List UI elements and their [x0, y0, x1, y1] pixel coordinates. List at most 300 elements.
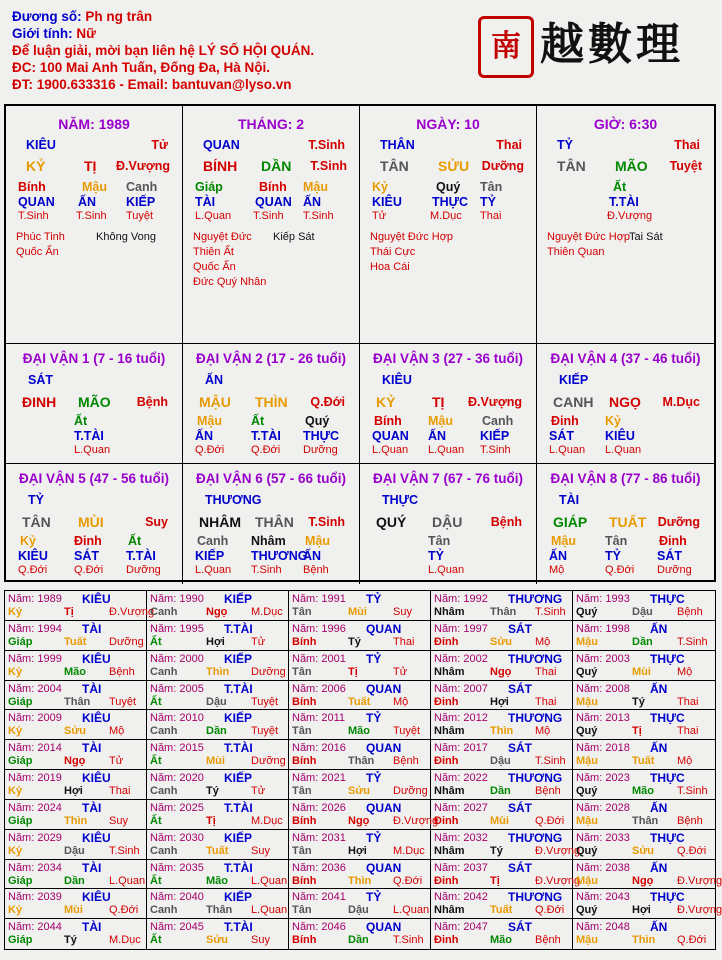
auxiliary-star: Quốc Ấn: [16, 246, 59, 258]
brand-title: 越數理: [540, 19, 684, 70]
year-stem: Ất: [150, 755, 162, 768]
year-relation: M.Dục: [251, 606, 283, 618]
annual-luck-cell: [431, 651, 573, 681]
hidden-relation: L.Quan: [195, 564, 232, 576]
hidden-stem: Quý: [305, 414, 330, 428]
year-god: THỰC: [650, 771, 685, 785]
auxiliary-star: Nguyệt Đức Hợp: [547, 231, 631, 243]
major-luck-title: ĐẠI VẬN 5 (47 - 56 tuổi): [18, 471, 170, 486]
hidden-relation: L.Quan: [372, 444, 409, 456]
year-label: Năm: 2018: [576, 742, 630, 755]
major-luck-branch: THÌN: [255, 394, 288, 410]
year-branch: Mão: [64, 665, 86, 678]
year-branch: Ngọ: [490, 665, 512, 678]
year-stem: Ất: [150, 874, 162, 887]
year-god: KIẾP: [224, 651, 253, 666]
major-luck-branch: MÙI: [78, 514, 104, 530]
year-label: Năm: 2004: [8, 682, 62, 695]
annual-luck-cell: [5, 681, 147, 711]
year-relation: Đ.Vượng: [677, 874, 722, 887]
year-relation: Q.Đới: [535, 904, 565, 917]
hidden-relation: Q.Đới: [74, 564, 104, 576]
pillar-cell: [6, 106, 183, 344]
year-stem: Canh: [150, 844, 178, 857]
year-relation: T.Sinh: [677, 635, 708, 648]
year-label: Năm: 2014: [8, 742, 62, 755]
year-relation: Mộ: [535, 635, 551, 648]
annual-luck-cell: [431, 681, 573, 711]
auxiliary-star: Kiếp Sát: [273, 231, 315, 243]
year-stem: Bính: [292, 635, 317, 648]
major-luck-cell: [183, 344, 360, 464]
annual-luck-cell: [431, 830, 581, 860]
pillar-top-god: THÂN: [380, 138, 415, 152]
year-stem: Kỷ: [8, 904, 23, 917]
year-relation: Thai: [677, 695, 699, 708]
hidden-god: KIÊU: [605, 429, 635, 443]
year-relation: Suy: [251, 934, 270, 947]
year-label: Năm: 2000: [150, 652, 204, 665]
year-relation: Thai: [677, 725, 699, 738]
year-branch: Mùi: [490, 814, 509, 827]
year-branch: Thìn: [206, 665, 230, 678]
year-relation: T.Sinh: [109, 844, 140, 857]
major-luck-cell: [360, 344, 537, 464]
hidden-relation: Q.Đới: [605, 564, 635, 576]
year-relation: L.Quan: [251, 904, 288, 917]
hidden-stem: Kỷ: [605, 414, 621, 428]
hidden-stem: Canh: [197, 534, 229, 548]
annual-luck-cell: [289, 710, 431, 740]
year-branch: Thìn: [348, 874, 372, 887]
year-relation: Dưỡng: [251, 665, 286, 678]
year-god: QUAN: [366, 741, 402, 756]
major-luck-relation: Đ.Vượng: [467, 395, 522, 409]
hidden-stem: Quý: [436, 180, 461, 194]
year-label: Năm: 2012: [434, 712, 488, 725]
year-stem: Ất: [150, 635, 162, 648]
year-relation: Q.Đới: [677, 934, 707, 947]
year-god: TỶ: [366, 890, 382, 905]
year-label: Năm: 2008: [576, 682, 630, 695]
annual-luck-cell: [573, 591, 715, 621]
year-branch: Ngọ: [206, 606, 228, 618]
year-branch: Tý: [632, 695, 645, 708]
year-god: TỶ: [366, 592, 382, 606]
year-stem: Quý: [576, 725, 598, 738]
address-line: ĐC: 100 Mai Anh Tuấn, Đống Đa, Hà Nội.: [12, 60, 271, 75]
owner-name: Ph ng trân: [85, 9, 153, 24]
annual-luck-cell: [147, 830, 289, 860]
year-relation: L.Quan: [393, 904, 430, 917]
hidden-stem: Ất: [613, 180, 627, 194]
year-label: Năm: 2044: [8, 921, 62, 934]
year-stem: Bính: [292, 934, 317, 947]
year-branch: Mùi: [206, 755, 225, 768]
year-stem: Kỷ: [8, 665, 23, 678]
major-luck-stem: CANH: [553, 394, 594, 410]
major-luck-stem: MẬU: [199, 394, 231, 410]
year-god: THƯƠNG: [508, 711, 563, 726]
hidden-stem: Ất: [74, 414, 88, 428]
year-god: TÀI: [82, 860, 102, 875]
annual-luck-cell: [431, 591, 573, 621]
pillar-top-god: QUAN: [203, 138, 240, 152]
major-luck-stem: NHÂM: [199, 514, 241, 530]
year-branch: Mão: [206, 874, 228, 887]
major-luck-branch: MÃO: [78, 394, 111, 410]
pillar-top-relation: Thai: [496, 138, 522, 152]
seal-stamp: 南: [478, 16, 534, 78]
year-god: THỰC: [650, 651, 685, 666]
year-label: Năm: 1997: [434, 622, 488, 635]
year-label: Năm: 2016: [292, 742, 346, 755]
year-god: KIÊU: [82, 711, 111, 726]
hidden-relation: L.Quan: [605, 444, 642, 456]
pillar-title: NĂM: 1989: [58, 116, 130, 132]
hidden-stem: Mậu: [197, 414, 222, 428]
hidden-god: KIÊU: [372, 195, 402, 209]
year-stem: Nhâm: [434, 785, 465, 797]
annual-luck-cell: [5, 830, 147, 860]
year-god: SÁT: [508, 741, 532, 756]
year-god: ẤN: [650, 741, 668, 756]
pillar-title: THÁNG: 2: [237, 116, 305, 132]
hidden-relation: Mộ: [549, 564, 565, 576]
hidden-god: QUAN: [372, 429, 409, 443]
hidden-stem: Ất: [251, 414, 265, 428]
hidden-stem: Bính: [259, 180, 287, 194]
annual-luck-cell: [573, 740, 715, 770]
year-stem: Tân: [292, 904, 312, 917]
year-relation: Mộ: [393, 695, 409, 708]
pillar-top-relation: Thai: [674, 138, 700, 152]
year-stem: Canh: [150, 904, 178, 917]
major-luck-branch: TỊ: [432, 394, 445, 410]
year-god: KIÊU: [82, 651, 111, 666]
year-label: Năm: 2023: [576, 772, 630, 784]
year-stem: Đinh: [434, 814, 459, 827]
year-label: Năm: 2029: [8, 831, 62, 844]
year-god: TỶ: [366, 830, 382, 845]
year-label: Năm: 2045: [150, 921, 204, 934]
year-branch: Sửu: [64, 725, 87, 738]
year-stem: Kỷ: [8, 606, 23, 618]
hidden-god: KIẾP: [126, 195, 156, 209]
year-relation: Tuyệt: [109, 695, 137, 708]
year-relation: Tử: [109, 755, 124, 768]
hidden-relation: L.Quan: [74, 444, 111, 456]
pillar-branch-relation: T.Sinh: [310, 159, 347, 173]
annual-luck-cell: [147, 860, 289, 890]
year-god: QUAN: [366, 681, 402, 696]
year-branch: Mão: [348, 725, 370, 738]
hidden-relation: Đ.Vượng: [607, 210, 653, 222]
major-luck-god: KIÊU: [382, 373, 412, 387]
hidden-god: TỶ: [428, 549, 444, 563]
year-label: Năm: 2039: [8, 891, 62, 904]
annual-luck-cell: [573, 710, 715, 740]
year-stem: Canh: [150, 665, 178, 678]
hidden-stem: Kỷ: [372, 180, 388, 194]
annual-luck-cell: [289, 651, 431, 681]
annual-luck-cell: [147, 770, 289, 800]
year-branch: Dậu: [206, 695, 227, 708]
year-relation: T.Sinh: [535, 755, 566, 768]
hidden-god: KIÊU: [18, 549, 48, 563]
major-luck-cell: [360, 464, 537, 584]
year-stem: Giáp: [8, 695, 33, 708]
year-label: Năm: 2019: [8, 772, 62, 784]
annual-luck-cell: [289, 889, 431, 919]
pillar-stem: TÂN: [557, 158, 586, 174]
hidden-relation: T.Sinh: [303, 210, 334, 222]
hidden-stem: Bính: [18, 180, 46, 194]
annual-luck-cell: [5, 621, 147, 651]
hidden-god: THỰC: [432, 195, 469, 209]
annual-luck-cell: [431, 621, 573, 651]
year-branch: Dậu: [490, 755, 511, 768]
hidden-relation: Bệnh: [303, 564, 329, 576]
year-god: TÀI: [82, 920, 102, 935]
year-label: Năm: 1990: [150, 593, 204, 605]
year-label: Năm: 1995: [150, 622, 204, 635]
year-label: Năm: 2034: [8, 861, 62, 874]
year-label: Năm: 2025: [150, 801, 204, 814]
pillar-branch: DẦN: [261, 158, 292, 174]
annual-luck-cell: [573, 800, 715, 830]
year-branch: Tý: [64, 934, 77, 947]
year-stem: Giáp: [8, 755, 33, 768]
year-stem: Nhâm: [434, 665, 465, 678]
year-relation: Q.Đới: [393, 874, 423, 887]
year-god: SÁT: [508, 860, 532, 875]
year-branch: Tị: [206, 814, 216, 827]
year-god: KIẾP: [224, 771, 253, 785]
year-stem: Quý: [576, 904, 598, 917]
year-relation: L.Quan: [109, 874, 146, 887]
annual-luck-cell: [289, 591, 431, 621]
major-luck-stem: GIÁP: [553, 514, 588, 530]
gender-label: Giới tính:: [12, 26, 77, 41]
hidden-god: T.TÀI: [609, 195, 639, 209]
year-stem: Kỷ: [8, 725, 23, 738]
pillar-cell: [360, 106, 537, 344]
hidden-stem: Đinh: [74, 534, 102, 548]
chart-header: [12, 8, 314, 93]
annual-luck-cell: [573, 919, 715, 949]
year-branch: Thìn: [490, 725, 514, 738]
year-god: SÁT: [508, 920, 532, 935]
major-luck-god: THỰC: [382, 493, 419, 507]
year-god: THỰC: [650, 592, 685, 606]
hidden-relation: L.Quan: [195, 210, 232, 222]
year-god: ẤN: [650, 920, 668, 935]
hidden-god: SÁT: [74, 549, 99, 563]
year-god: THỰC: [650, 711, 685, 726]
year-label: Năm: 2006: [292, 682, 346, 695]
year-label: Năm: 1992: [434, 593, 488, 605]
auxiliary-star: Thiên Ất: [193, 246, 234, 258]
year-stem: Bính: [292, 814, 317, 827]
year-relation: Bệnh: [677, 606, 703, 618]
year-branch: Dậu: [632, 606, 653, 618]
year-god: TÀI: [82, 621, 102, 636]
year-stem: Tân: [292, 606, 312, 618]
year-label: Năm: 2032: [434, 831, 488, 844]
year-branch: Hợi: [348, 844, 367, 857]
year-stem: Giáp: [8, 874, 33, 887]
hidden-stem: Mậu: [428, 414, 453, 428]
year-stem: Ất: [150, 814, 162, 827]
year-stem: Nhâm: [434, 904, 465, 917]
major-luck-relation: Suy: [145, 515, 168, 529]
year-branch: Tuất: [490, 904, 513, 917]
year-label: Năm: 1989: [8, 593, 62, 605]
hidden-stem: Canh: [482, 414, 514, 428]
pillar-stem: BÍNH: [203, 158, 238, 174]
annual-luck-cell: [431, 710, 573, 740]
hidden-relation: L.Quan: [428, 444, 465, 456]
auxiliary-star: Đức Quý Nhân: [193, 276, 267, 288]
annual-luck-cell: [289, 919, 431, 949]
major-luck-cell: [537, 464, 714, 584]
year-god: TÀI: [82, 741, 102, 756]
year-relation: M.Dục: [251, 814, 283, 827]
year-relation: Suy: [109, 814, 128, 827]
hidden-god: ẤN: [428, 429, 447, 443]
annual-luck-cell: [147, 919, 289, 949]
year-label: Năm: 2001: [292, 652, 346, 665]
year-stem: Đinh: [434, 635, 459, 648]
year-god: T.TÀI: [224, 681, 253, 696]
year-relation: Dưỡng: [393, 785, 428, 797]
year-label: Năm: 2020: [150, 772, 204, 784]
year-stem: Quý: [576, 844, 598, 857]
year-branch: Dậu: [64, 844, 85, 857]
year-branch: Dần: [64, 874, 85, 887]
year-label: Năm: 2002: [434, 652, 488, 665]
annual-luck-cell: [289, 621, 431, 651]
major-luck-branch: DẬU: [432, 514, 463, 530]
hidden-god: TÀI: [195, 195, 216, 209]
year-label: Năm: 1991: [292, 593, 346, 605]
year-god: T.TÀI: [224, 800, 253, 815]
year-branch: Thân: [490, 606, 517, 618]
year-label: Năm: 2040: [150, 891, 204, 904]
auxiliary-star: Tai Sát: [629, 231, 663, 243]
year-label: Năm: 2038: [576, 861, 630, 874]
hidden-god: QUAN: [18, 195, 55, 209]
year-relation: Dưỡng: [109, 635, 144, 648]
major-luck-relation: Bệnh: [136, 395, 168, 409]
pillar-stem: KỶ: [26, 158, 46, 174]
year-relation: M.Dục: [109, 934, 141, 947]
annual-luck-cell: [289, 860, 431, 890]
year-label: Năm: 2024: [8, 801, 62, 814]
year-label: Năm: 2031: [292, 831, 346, 844]
year-branch: Dần: [206, 725, 227, 738]
pillars-grid: [4, 104, 716, 582]
hidden-god: T.TÀI: [126, 549, 156, 563]
year-branch: Mão: [490, 934, 512, 947]
year-label: Năm: 2030: [150, 831, 204, 844]
year-god: SÁT: [508, 621, 532, 636]
year-stem: Quý: [576, 785, 598, 797]
year-stem: Mậu: [576, 874, 598, 887]
annual-luck-cell: [5, 919, 147, 949]
year-stem: Ất: [150, 695, 162, 708]
year-relation: Thai: [393, 635, 415, 648]
year-branch: Mùi: [64, 904, 83, 917]
annual-luck-cell: [5, 651, 147, 681]
pillar-branch: SỬU: [438, 158, 470, 174]
year-god: THƯƠNG: [508, 651, 563, 666]
year-relation: Bệnh: [393, 755, 419, 768]
major-luck-relation: M.Dục: [662, 395, 700, 409]
year-god: TỶ: [366, 771, 382, 785]
year-branch: Ngọ: [632, 874, 654, 887]
year-relation: Đ.Vượng: [535, 874, 581, 887]
hidden-god: ẤN: [303, 195, 322, 209]
year-god: SÁT: [508, 681, 532, 696]
year-god: QUAN: [366, 621, 402, 636]
hidden-god: ẤN: [195, 429, 214, 443]
year-stem: Canh: [150, 606, 178, 618]
major-luck-god: KIẾP: [559, 373, 589, 387]
major-luck-stem: ĐINH: [22, 394, 57, 410]
year-stem: Bính: [292, 755, 317, 768]
year-relation: Bệnh: [677, 814, 703, 827]
annual-luck-cell: [5, 800, 147, 830]
major-luck-branch: NGỌ: [609, 394, 641, 410]
year-branch: Hợi: [206, 635, 225, 648]
year-god: KIẾP: [224, 890, 253, 905]
year-branch: Thân: [348, 755, 375, 768]
year-god: THƯƠNG: [508, 890, 563, 905]
annual-luck-cell: [147, 681, 289, 711]
major-luck-cell: [537, 344, 714, 464]
year-relation: Dưỡng: [251, 755, 286, 768]
hidden-relation: Tử: [372, 210, 387, 222]
pillar-stem: TÂN: [380, 158, 409, 174]
year-branch: Tý: [348, 635, 361, 648]
year-god: THƯƠNG: [508, 830, 563, 845]
year-relation: Đ.Vượng: [393, 814, 439, 827]
year-branch: Tị: [632, 725, 642, 738]
year-god: QUAN: [366, 860, 402, 875]
hidden-stem: Giáp: [195, 180, 223, 194]
hidden-god: ẤN: [549, 549, 568, 563]
major-luck-god: ẤN: [205, 373, 224, 387]
major-luck-god: TỶ: [28, 493, 44, 507]
annual-luck-cell: [573, 621, 715, 651]
year-relation: Mộ: [677, 755, 693, 768]
hidden-god: ẤN: [303, 549, 322, 563]
auxiliary-star: Nguyệt Đức: [193, 231, 252, 243]
auxiliary-star: Thái Cực: [370, 246, 416, 258]
year-god: T.TÀI: [224, 920, 253, 935]
annual-luck-cell: [147, 651, 289, 681]
hidden-god: SÁT: [549, 429, 574, 443]
year-stem: Đinh: [434, 934, 459, 947]
year-stem: Ất: [150, 934, 162, 947]
major-luck-title: ĐẠI VẬN 1 (7 - 16 tuổi): [22, 351, 166, 366]
year-god: KIÊU: [82, 830, 111, 845]
hidden-relation: Dưỡng: [126, 564, 161, 576]
auxiliary-star: Thiên Quan: [547, 246, 605, 258]
year-label: Năm: 2037: [434, 861, 488, 874]
